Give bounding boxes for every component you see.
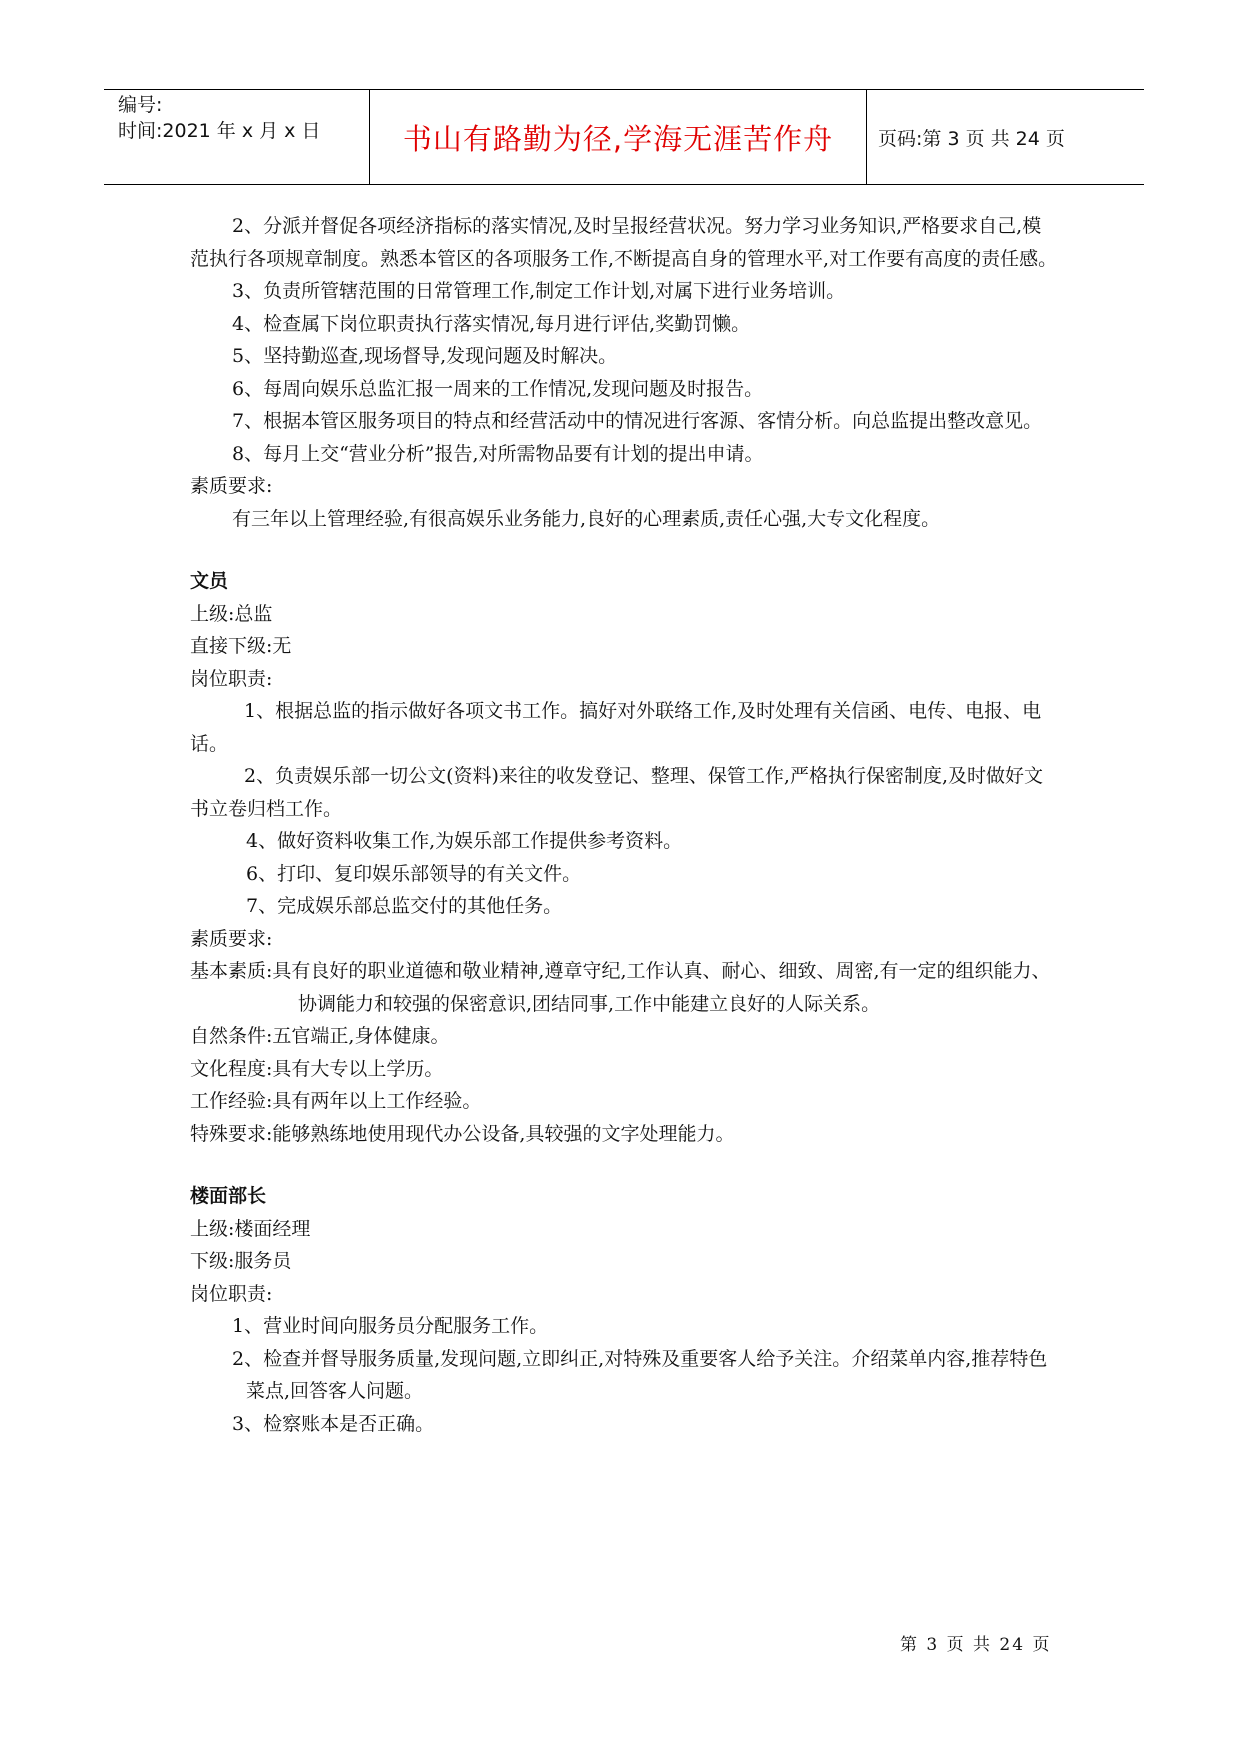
paragraph: 6、打印、复印娱乐部领导的有关文件。 (246, 862, 582, 885)
page-label: 页码:第 3 页 共 24 页 (878, 127, 1065, 150)
motto: 书山有路勤为径,学海无涯苦作舟 (369, 90, 867, 184)
duties-label: 岗位职责: (190, 1282, 273, 1305)
page-footer: 第 3 页 共 24 页 (900, 1635, 1052, 1655)
floor-superior: 上级:楼面经理 (190, 1217, 311, 1240)
paragraph: 4、检查属下岗位职责执行落实情况,每月进行评估,奖勤罚懒。 (232, 312, 751, 335)
paragraph: 1、营业时间向服务员分配服务工作。 (232, 1315, 549, 1337)
paragraph: 4、做好资料收集工作,为娱乐部工作提供参考资料。 (246, 830, 683, 852)
number-label: 编号: (118, 94, 163, 116)
paragraph: 2、负责娱乐部一切公文(资料)来往的收发登记、整理、保管工作,严格执行保密制度,及时做好文书立卷归档工作。 (190, 765, 1043, 820)
basic-quality: 基本素质:具有良好的职业道德和敬业精神,遵章守纪,工作认真、耐心、细致、周密,有一定的组织能力、协调能力和较强的保密意识,团结同事,工作中能建立良好的人际关系。 (190, 960, 1051, 1015)
quality-label: 素质要求: (190, 475, 273, 497)
paragraph: 8、每月上交“营业分析”报告,对所需物品要有计划的提出申请。 (232, 442, 764, 465)
paragraph: 7、根据本管区服务项目的特点和经营活动中的情况进行客源、客情分析。向总监提出整改意见。 (232, 410, 1043, 432)
paragraph: 5、坚持勤巡查,现场督导,发现问题及时解决。 (232, 345, 618, 367)
document-body (190, 210, 1060, 1440)
paragraph: 3、检察账本是否正确。 (232, 1412, 435, 1435)
paragraph: 7、完成娱乐部总监交付的其他任务。 (246, 895, 563, 917)
paragraph: 3、负责所管辖范围的日常管理工作,制定工作计划,对属下进行业务培训。 (232, 280, 846, 302)
paragraph: 6、每周向娱乐总监汇报一周来的工作情况,发现问题及时报告。 (232, 377, 764, 400)
page-header (104, 89, 1144, 185)
paragraph: 2、检查并督导服务质量,发现问题,立即纠正,对特殊及重要客人给予关注。介绍菜单内容,推荐特色菜点,回答客人问题。 (232, 1347, 1048, 1402)
section-title-floor: 楼面部长 (190, 1185, 267, 1207)
natural-condition: 自然条件:五官端正,身体健康。 (190, 1025, 450, 1047)
paragraph: 1、根据总监的指示做好各项文书工作。搞好对外联络工作,及时处理有关信函、电传、电报、电话。 (190, 700, 1042, 755)
duties-label: 岗位职责: (190, 667, 273, 690)
clerk-superior: 上级:总监 (190, 602, 273, 625)
quality-label: 素质要求: (190, 927, 273, 950)
header-left-cell (118, 90, 368, 184)
special-requirement: 特殊要求:能够熟练地使用现代办公设备,具较强的文字处理能力。 (190, 1122, 735, 1145)
paragraph: 有三年以上管理经验,有很高娱乐业务能力,良好的心理素质,责任心强,大专文化程度。 (232, 507, 941, 530)
paragraph: 2、分派并督促各项经济指标的落实情况,及时呈报经营状况。努力学习业务知识,严格要求自己,模范执行各项规章制度。熟悉本管区的各项服务工作,不断提高自身的管理水平,对工作要有高度的责任感。 (190, 215, 1058, 270)
floor-subordinate: 下级:服务员 (190, 1250, 292, 1272)
education-level: 文化程度:具有大专以上学历。 (190, 1057, 444, 1080)
section-title-clerk: 文员 (190, 570, 229, 592)
work-experience: 工作经验:具有两年以上工作经验。 (190, 1090, 482, 1112)
clerk-subordinate: 直接下级:无 (190, 635, 292, 657)
time-label: 时间:2021 年 x 月 x 日 (118, 120, 321, 142)
